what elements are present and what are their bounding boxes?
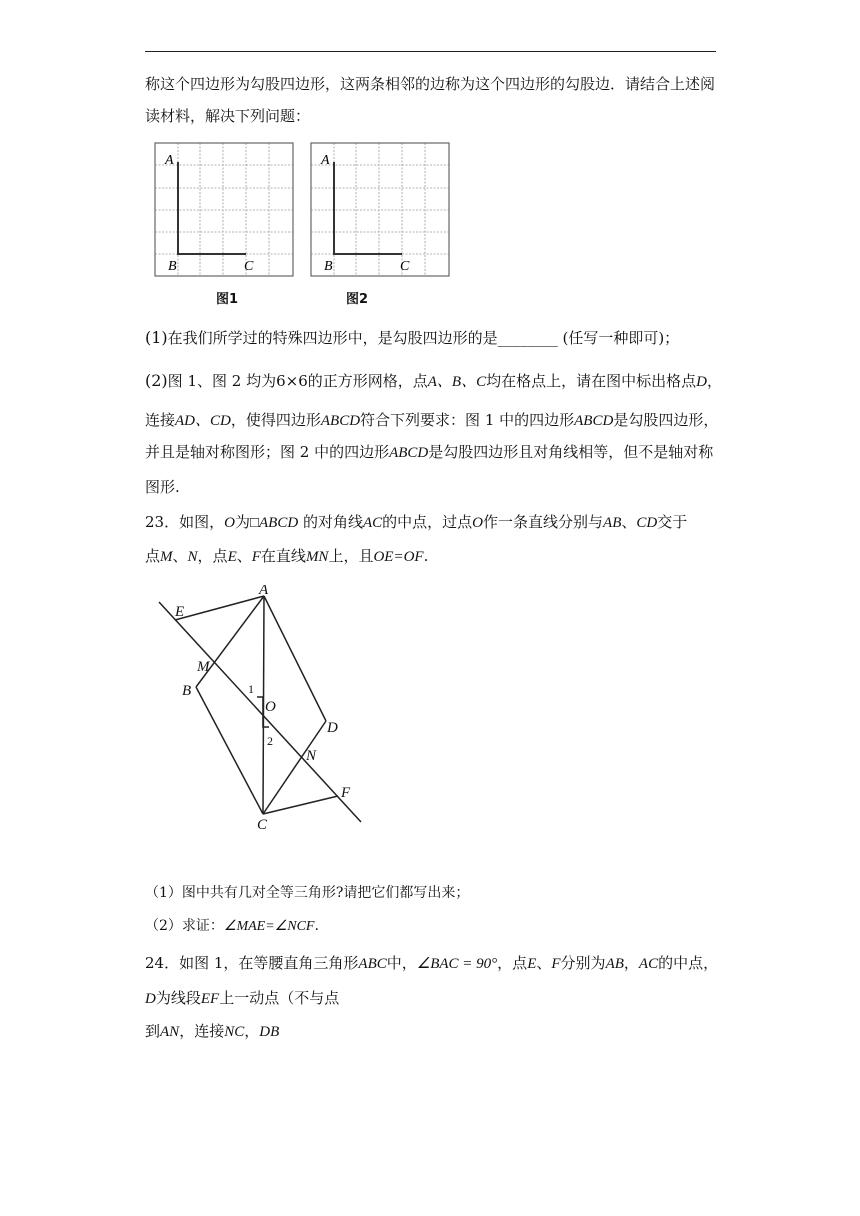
side-bc <box>196 687 263 814</box>
label-d: D <box>327 720 338 736</box>
question-2-line-1: (2)图 1、图 2 均为6×6的正方形网格，点A、B、C均在格点上，请在图中标出格点D， <box>145 371 722 390</box>
point-a-label: A <box>321 153 330 168</box>
segment-ae <box>175 596 264 620</box>
line-mn <box>159 602 361 822</box>
intro-line-2: 读材料，解决下列问题： <box>145 107 311 125</box>
parallelogram-diagram <box>150 585 370 830</box>
question-24-line-3: 到AN，连接NC，DB <box>145 1022 280 1040</box>
label-c: C <box>257 817 268 830</box>
question-24-line-1: 24．如图 1，在等腰直角三角形ABC中，∠BAC = 90°，点E、F分别为AB，AC的中点， <box>145 954 719 972</box>
question-number: (2) <box>145 371 168 390</box>
question-number: (1) <box>145 328 168 347</box>
intro-line-1: 称这个四边形为勾股四边形，这两条相邻的边称为这个四边形的勾股边．请结合上述阅 <box>145 75 716 93</box>
label-n: N <box>306 748 317 764</box>
figure-1-grid <box>154 142 294 277</box>
question-2-line-3: 并且是轴对称图形；图 2 中的四边形ABCD是勾股四边形且对角线相等，但不是轴对称 <box>145 443 714 461</box>
header-rule <box>145 51 716 52</box>
answer-blank: ________ <box>497 329 558 347</box>
grid-border <box>311 143 449 276</box>
question-23-line-1: 23．如图，O为□ABCD 的对角线AC的中点，过点O作一条直线分别与AB、CD交于 <box>145 513 688 531</box>
segment-ab-bc <box>334 162 402 254</box>
grid-lines <box>311 143 449 276</box>
label-o: O <box>265 699 276 715</box>
question-1: (1)在我们所学过的特殊四边形中，是勾股四边形的是________ (任写一种即可)； <box>145 328 680 347</box>
label-m: M <box>197 659 210 675</box>
grid-lines <box>155 143 293 276</box>
figure-1-caption: 图1 <box>216 292 239 307</box>
figure-2-caption: 图2 <box>346 292 369 307</box>
question-23-part-2: （2）求证：∠MAE=∠NCF. <box>145 918 319 934</box>
point-b-label: B <box>168 259 177 274</box>
segment-ab-bc <box>178 162 246 254</box>
grid-border <box>155 143 293 276</box>
point-c-label: C <box>244 259 254 274</box>
point-a-label: A <box>165 153 174 168</box>
label-e: E <box>175 604 185 620</box>
point-c-label: C <box>400 259 410 274</box>
label-f: F <box>341 785 351 801</box>
figure-2-grid <box>310 142 450 277</box>
point-b-label: B <box>324 259 333 274</box>
label-b: B <box>182 683 192 699</box>
angle-1-label: 1 <box>248 682 254 696</box>
angle-2-label: 2 <box>267 734 273 748</box>
question-2-line-2: 连接AD、CD，使得四边形ABCD符合下列要求：图 1 中的四边形ABCD是勾股四边形， <box>145 411 719 429</box>
question-23-line-2: 点M、N，点E、F在直线MN上，且OE=OF. <box>145 547 429 565</box>
question-2-line-4: 图形. <box>145 478 180 496</box>
question-23-part-1: （1）图中共有几对全等三角形?请把它们都写出来； <box>145 885 470 901</box>
label-a: A <box>259 585 269 598</box>
question-24-line-2: D为线段EF上一动点（不与点 <box>145 989 340 1007</box>
